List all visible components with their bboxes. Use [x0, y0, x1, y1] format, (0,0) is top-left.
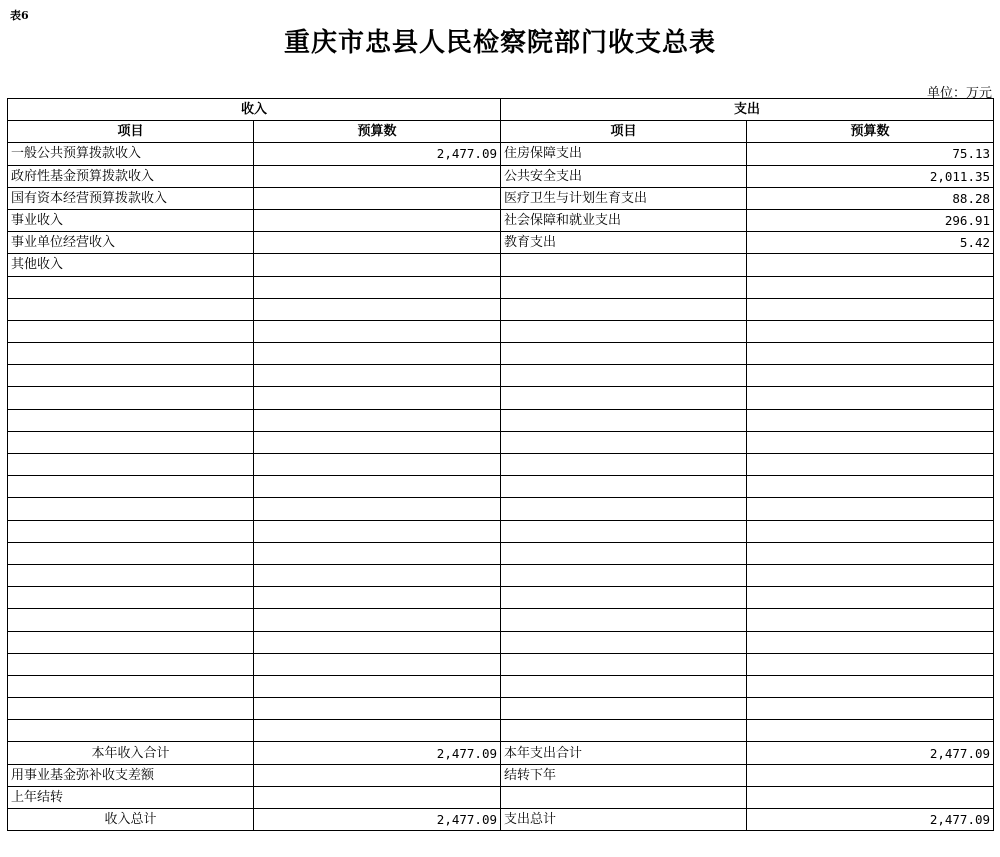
- expense-amount-cell: 2,477.09: [747, 809, 994, 831]
- table-row: [8, 276, 994, 298]
- expense-item-cell: [501, 609, 747, 631]
- income-amount-cell: [254, 609, 501, 631]
- expense-item-cell: [501, 320, 747, 342]
- expense-item-cell: 社会保障和就业支出: [501, 209, 747, 231]
- income-amount-cell: [254, 698, 501, 720]
- page-title: 重庆市忠县人民检察院部门收支总表: [283, 28, 716, 58]
- income-item-cell: 国有资本经营预算拨款收入: [8, 187, 254, 209]
- expense-item-cell: 住房保障支出: [501, 143, 747, 165]
- expense-item-cell: [501, 454, 747, 476]
- table-row: [8, 298, 994, 320]
- table-row: [8, 431, 994, 453]
- income-amount-cell: [254, 498, 501, 520]
- expense-item-cell: [501, 298, 747, 320]
- expense-item-cell: 公共安全支出: [501, 165, 747, 187]
- table-row: [8, 409, 994, 431]
- expense-item-cell: [501, 520, 747, 542]
- table-row: [8, 720, 994, 742]
- expense-amount-cell: [747, 764, 994, 786]
- expense-amount-cell: [747, 387, 994, 409]
- income-amount-cell: [254, 209, 501, 231]
- expense-item-cell: [501, 587, 747, 609]
- expense-amount-cell: [747, 254, 994, 276]
- table-row: [8, 387, 994, 409]
- expense-item-cell: [501, 254, 747, 276]
- income-item-cell: 收入总计: [8, 809, 254, 831]
- expense-amount-cell: [747, 276, 994, 298]
- income-amount-cell: [254, 720, 501, 742]
- income-item-cell: [8, 675, 254, 697]
- expense-amount-cell: 2,011.35: [747, 165, 994, 187]
- expense-amount-cell: [747, 653, 994, 675]
- table-row: [8, 254, 994, 276]
- section-header-row: [8, 99, 994, 121]
- expense-amount-cell: [747, 698, 994, 720]
- year-total-row: [8, 742, 994, 764]
- income-amount-cell: [254, 232, 501, 254]
- income-item-cell: [8, 276, 254, 298]
- expense-item-cell: 支出总计: [501, 809, 747, 831]
- unit-label: 单位：万元: [926, 86, 992, 101]
- expense-item-cell: [501, 476, 747, 498]
- expense-item-cell: [501, 564, 747, 586]
- table-row: [8, 587, 994, 609]
- table-row: [8, 209, 994, 231]
- income-amount-cell: [254, 320, 501, 342]
- income-item-cell: [8, 320, 254, 342]
- income-item-cell: [8, 409, 254, 431]
- table-number-label: 表6: [10, 9, 29, 22]
- table-row: [8, 365, 994, 387]
- income-item-cell: 其他收入: [8, 254, 254, 276]
- table-row: [8, 343, 994, 365]
- income-item-cell: 事业收入: [8, 209, 254, 231]
- expense-amount-cell: [747, 631, 994, 653]
- income-item-cell: [8, 343, 254, 365]
- income-section-header: 收入: [8, 99, 501, 121]
- expense-amount-cell: [747, 720, 994, 742]
- income-amount-cell: [254, 387, 501, 409]
- income-amount-cell: 2,477.09: [254, 809, 501, 831]
- expense-amount-cell: [747, 786, 994, 808]
- income-amount-cell: [254, 298, 501, 320]
- expense-item-cell: [501, 631, 747, 653]
- income-item-cell: [8, 520, 254, 542]
- income-budget-header: 预算数: [254, 121, 501, 143]
- table-row: [8, 564, 994, 586]
- income-amount-cell: [254, 653, 501, 675]
- income-item-cell: [8, 720, 254, 742]
- income-item-cell: [8, 609, 254, 631]
- expense-item-cell: 结转下年: [501, 764, 747, 786]
- expense-amount-cell: [747, 520, 994, 542]
- income-item-cell: [8, 298, 254, 320]
- expense-item-cell: [501, 498, 747, 520]
- expense-amount-cell: [747, 298, 994, 320]
- budget-summary-table: [7, 98, 994, 831]
- expense-item-cell: [501, 431, 747, 453]
- expense-item-cell: [501, 542, 747, 564]
- table-row: [8, 232, 994, 254]
- table-row: [8, 454, 994, 476]
- expense-item-cell: 教育支出: [501, 232, 747, 254]
- expense-amount-cell: [747, 454, 994, 476]
- table-row: [8, 542, 994, 564]
- income-item-cell: 政府性基金预算拨款收入: [8, 165, 254, 187]
- income-item-cell: [8, 365, 254, 387]
- income-item-cell: [8, 431, 254, 453]
- expense-item-cell: [501, 387, 747, 409]
- table-row: [8, 698, 994, 720]
- income-item-cell: [8, 476, 254, 498]
- table-row: [8, 675, 994, 697]
- income-item-cell: [8, 542, 254, 564]
- income-item-cell: 本年收入合计: [8, 742, 254, 764]
- income-amount-cell: [254, 254, 501, 276]
- income-amount-cell: [254, 542, 501, 564]
- income-item-cell: [8, 564, 254, 586]
- income-amount-cell: [254, 165, 501, 187]
- income-amount-cell: [254, 564, 501, 586]
- expense-amount-cell: [747, 409, 994, 431]
- column-header-row: [8, 121, 994, 143]
- expense-section-header: 支出: [501, 99, 994, 121]
- income-amount-cell: 2,477.09: [254, 143, 501, 165]
- table-row: [8, 476, 994, 498]
- income-amount-cell: [254, 764, 501, 786]
- income-item-cell: [8, 653, 254, 675]
- income-amount-cell: [254, 786, 501, 808]
- income-item-cell: [8, 498, 254, 520]
- expense-item-header: 项目: [501, 121, 747, 143]
- expense-item-cell: [501, 786, 747, 808]
- income-amount-cell: [254, 187, 501, 209]
- expense-item-cell: 本年支出合计: [501, 742, 747, 764]
- income-amount-cell: [254, 343, 501, 365]
- expense-item-cell: [501, 409, 747, 431]
- expense-item-cell: [501, 720, 747, 742]
- expense-amount-cell: 88.28: [747, 187, 994, 209]
- expense-amount-cell: [747, 343, 994, 365]
- expense-item-cell: [501, 276, 747, 298]
- expense-amount-cell: 2,477.09: [747, 742, 994, 764]
- income-item-cell: 用事业基金弥补收支差额: [8, 764, 254, 786]
- expense-amount-cell: [747, 498, 994, 520]
- income-item-cell: 事业单位经营收入: [8, 232, 254, 254]
- expense-item-cell: [501, 675, 747, 697]
- expense-item-cell: [501, 365, 747, 387]
- income-amount-cell: [254, 587, 501, 609]
- expense-amount-cell: [747, 609, 994, 631]
- expense-amount-cell: [747, 564, 994, 586]
- expense-amount-cell: 75.13: [747, 143, 994, 165]
- table-row: [8, 143, 994, 165]
- income-amount-cell: [254, 631, 501, 653]
- expense-budget-header: 预算数: [747, 121, 994, 143]
- expense-item-cell: 医疗卫生与计划生育支出: [501, 187, 747, 209]
- income-amount-cell: [254, 409, 501, 431]
- table-row: [8, 165, 994, 187]
- grand-total-row: [8, 809, 994, 831]
- income-item-cell: [8, 631, 254, 653]
- expense-amount-cell: 296.91: [747, 209, 994, 231]
- table-body: [8, 99, 994, 831]
- table-row: [8, 520, 994, 542]
- income-amount-cell: [254, 520, 501, 542]
- table-row: [8, 320, 994, 342]
- income-amount-cell: [254, 454, 501, 476]
- expense-item-cell: [501, 343, 747, 365]
- income-amount-cell: [254, 365, 501, 387]
- income-item-cell: [8, 587, 254, 609]
- income-amount-cell: [254, 276, 501, 298]
- income-amount-cell: [254, 431, 501, 453]
- table-row: [8, 631, 994, 653]
- income-amount-cell: 2,477.09: [254, 742, 501, 764]
- income-item-cell: [8, 698, 254, 720]
- income-amount-cell: [254, 675, 501, 697]
- expense-amount-cell: [747, 542, 994, 564]
- income-item-cell: [8, 454, 254, 476]
- expense-item-cell: [501, 698, 747, 720]
- income-amount-cell: [254, 476, 501, 498]
- expense-amount-cell: [747, 365, 994, 387]
- expense-amount-cell: 5.42: [747, 232, 994, 254]
- expense-amount-cell: [747, 675, 994, 697]
- table-row: [8, 609, 994, 631]
- income-item-cell: 一般公共预算拨款收入: [8, 143, 254, 165]
- table-row: [8, 498, 994, 520]
- carry-over-row: [8, 786, 994, 808]
- expense-amount-cell: [747, 431, 994, 453]
- fund-balance-row: [8, 764, 994, 786]
- expense-amount-cell: [747, 476, 994, 498]
- expense-item-cell: [501, 653, 747, 675]
- expense-amount-cell: [747, 587, 994, 609]
- income-item-cell: [8, 387, 254, 409]
- table-row: [8, 653, 994, 675]
- income-item-cell: 上年结转: [8, 786, 254, 808]
- table-row: [8, 187, 994, 209]
- income-item-header: 项目: [8, 121, 254, 143]
- expense-amount-cell: [747, 320, 994, 342]
